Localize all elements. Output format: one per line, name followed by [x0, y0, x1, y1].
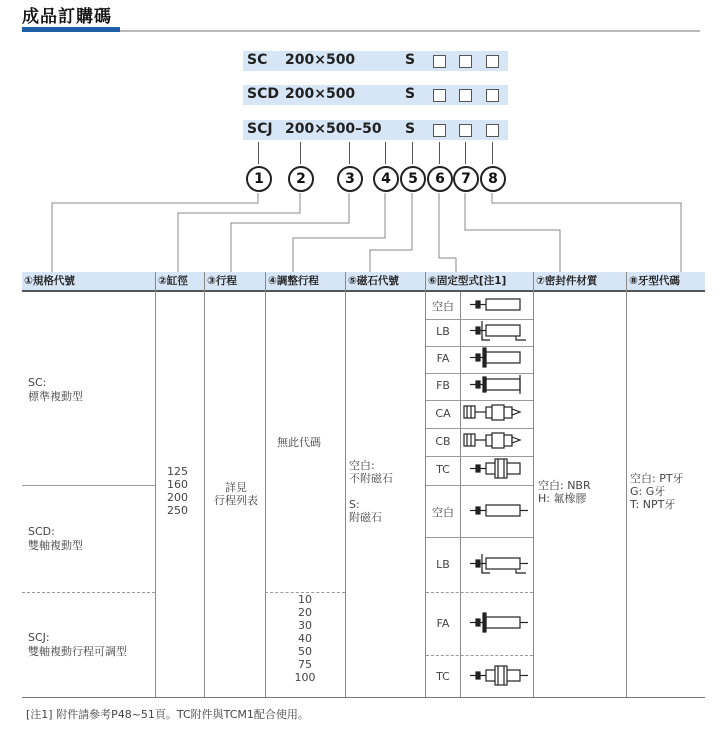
- circled-number-2: 2: [288, 166, 314, 192]
- cylinder-rear-flange-icon: [470, 375, 520, 394]
- header-magnet: ⑤磁石代號: [346, 272, 425, 290]
- mounting-label: CA: [435, 407, 451, 420]
- header-bore: ②缸徑: [156, 272, 204, 290]
- code-magnet: S: [405, 121, 416, 137]
- code-magnet: S: [405, 86, 416, 102]
- mounting-label: FA: [436, 352, 450, 365]
- header-rule: [22, 290, 705, 292]
- mounting-label: FB: [436, 379, 450, 392]
- spec-desc: 雙軸複動行程可調型: [28, 645, 127, 658]
- spec-code: SCJ:: [28, 631, 50, 644]
- cylinder-foot-icon: [470, 321, 526, 340]
- code-bore-stroke: 200×500–50: [285, 121, 382, 137]
- cylinder-double-rod-icon: [470, 505, 528, 516]
- mounting-label: LB: [436, 325, 450, 338]
- header-thread: ⑧牙型代碼: [627, 272, 705, 290]
- circled-number-6: 6: [427, 166, 453, 192]
- cylinder-double-clevis-icon: [464, 433, 520, 448]
- footnote: [注1] 附件請參考P48~51頁。TC附件與TCM1配合使用。: [26, 708, 309, 721]
- code-magnet: S: [405, 52, 416, 68]
- spec-code: SCD:: [28, 525, 55, 538]
- circled-number-1: 1: [246, 166, 272, 192]
- header-mounting: ⑥固定型式[注1]: [426, 272, 533, 290]
- spec-desc: 雙軸複動型: [28, 539, 83, 552]
- adjust-values: 10 20 30 40 50 75 100: [294, 593, 316, 684]
- adjust-none: 無此代碼: [277, 436, 321, 449]
- cylinder-adjustable-trunnion-icon: [470, 666, 528, 685]
- mounting-label: TC: [436, 670, 450, 683]
- header-adjust-stroke: ④調整行程: [266, 272, 345, 290]
- cylinder-adjustable-flange-icon: [470, 613, 528, 632]
- code-series: SC: [247, 52, 268, 68]
- stroke-note: 詳見 行程列表: [214, 481, 258, 507]
- code-series: SCD: [247, 86, 279, 102]
- circled-number-8: 8: [480, 166, 506, 192]
- circled-number-7: 7: [453, 166, 479, 192]
- magnet-options: 空白: 不附磁石 S: 附磁石: [349, 459, 393, 524]
- mounting-label: TC: [436, 463, 450, 476]
- spec-desc: 標準複動型: [28, 390, 83, 403]
- code-series: SCJ: [247, 121, 273, 137]
- mounting-label: 空白: [432, 300, 454, 313]
- header-seal: ⑦密封件材質: [534, 272, 626, 290]
- circled-number-4: 4: [373, 166, 399, 192]
- cylinder-trunnion-icon: [470, 459, 520, 478]
- mounting-label: FA: [436, 617, 450, 630]
- bore-values: 125 160 200 250: [167, 465, 188, 517]
- cylinder-front-flange-icon: [470, 348, 520, 367]
- table-bottom-rule: [22, 697, 705, 698]
- header-spec: ①規格代號: [22, 272, 155, 290]
- thread-options: 空白: PT牙 G: G牙 T: NPT牙: [630, 472, 684, 511]
- mounting-label: LB: [436, 558, 450, 571]
- mounting-pictograms: [462, 294, 532, 694]
- cylinder-double-rod-foot-icon: [470, 554, 528, 573]
- seal-options: 空白: NBR H: 氟橡膠: [538, 479, 591, 505]
- spec-code: SC:: [28, 376, 47, 389]
- cylinder-basic-icon: [470, 299, 520, 310]
- page-title: 成品訂購碼: [22, 7, 112, 27]
- code-bore-stroke: 200×500: [285, 86, 356, 102]
- mounting-label: CB: [435, 435, 451, 448]
- mounting-label: 空白: [432, 506, 454, 519]
- circled-number-5: 5: [400, 166, 426, 192]
- circled-number-3: 3: [337, 166, 363, 192]
- code-bore-stroke: 200×500: [285, 52, 356, 68]
- cylinder-clevis-icon: [464, 405, 520, 420]
- header-stroke: ③行程: [205, 272, 265, 290]
